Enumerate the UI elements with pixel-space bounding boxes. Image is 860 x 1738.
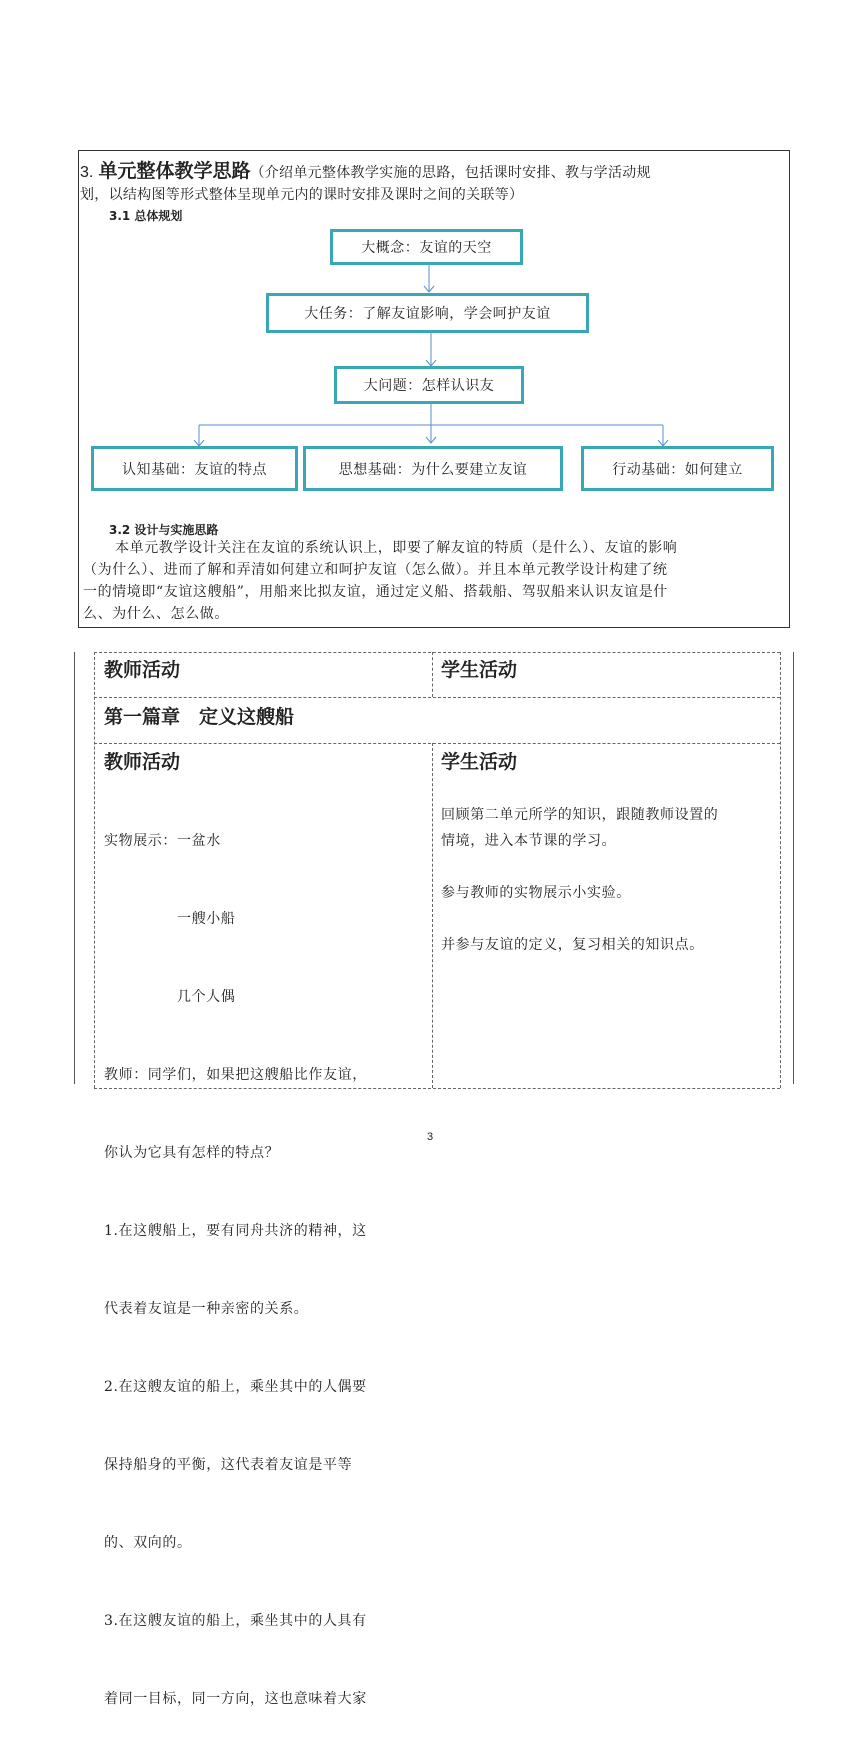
teacher-activity-content [104,776,428,1738]
table-outer-left-border [74,652,75,1084]
teacher-line: 一艘小船 [104,911,236,927]
table-line [432,743,433,1088]
teacher-line: 代表着友谊是一种亲密的关系。 [104,1301,309,1317]
subsection-3-1-title: 3.1 总体规划 [109,209,183,223]
table-line [94,743,780,744]
teacher-line: 1.在这艘船上，要有同舟共济的精神，这 [104,1223,367,1239]
teacher-activity-heading: 教师活动 [104,751,181,773]
table-line [94,652,95,1088]
table-outer-right-border [793,652,794,1084]
table-line [432,652,433,697]
paragraph-line: 本单元教学设计关注在友谊的系统认识上，即要了解友谊的特质（是什么）、友谊的影响 [115,540,678,556]
student-activity-heading: 学生活动 [441,751,518,773]
teacher-line: 3.在这艘友谊的船上，乘坐其中的人具有 [104,1613,367,1629]
subsection-3-2-title: 3.2 设计与实施思路 [109,523,219,537]
flow-node-big-question: 大问题：怎样认识友 [334,366,524,404]
teacher-line: 2.在这艘友谊的船上，乘坐其中的人偶要 [104,1379,367,1395]
student-line [441,906,777,932]
student-line: 回顾第二单元所学的知识，跟随教师设置的 [441,807,719,823]
flow-node-big-task: 大任务：了解友谊影响，学会呵护友谊 [266,293,589,333]
flow-leaf-cognitive: 认知基础：友谊的特点 [91,446,298,491]
teacher-line: 教师：同学们，如果把这艘船比作友谊， [104,1067,367,1083]
table-line [94,652,780,653]
paragraph-line: 么、为什么、怎么做。 [83,606,229,622]
table-line [94,697,780,698]
design-paragraph [83,537,788,625]
page-number: 3 [427,1131,434,1143]
section-note-line1: （介绍单元整体教学实施的思路，包括课时安排、教与学活动规 [250,165,651,181]
teacher-line: 着同一目标，同一方向，这也意味着大家 [104,1691,367,1707]
section-number: 3. [80,164,94,181]
section-note-line2: 划，以结构图等形式整体呈现单元内的课时安排及课时之间的关联等） [80,187,524,203]
flow-node-big-concept: 大概念：友谊的天空 [330,229,523,265]
flow-leaf-action: 行动基础：如何建立 [581,446,774,491]
student-line: 参与教师的实物展示小实验。 [441,885,631,901]
teacher-line: 你认为它具有怎样的特点？ [104,1145,280,1161]
section-title: 单元整体教学思路 [98,160,251,182]
student-line: 情境，进入本节课的学习。 [441,833,617,849]
paragraph-line: 一的情境即“友谊这艘船”，用船来比拟友谊，通过定义船、搭载船、驾驭船来认识友谊是什 [83,584,668,600]
paragraph-line: （为什么）、进而了解和弄清如何建立和呵护友谊（怎么做）。并且本单元教学设计构建了统 [83,562,668,578]
flow-leaf-ideological: 思想基础：为什么要建立友谊 [303,446,563,491]
student-line: 并参与友谊的定义，复习相关的知识点。 [441,937,704,953]
teacher-line: 保持船身的平衡，这代表着友谊是平等 [104,1457,353,1473]
header-student-activity: 学生活动 [441,659,518,681]
chapter-title: 第一篇章 定义这艘船 [104,706,295,728]
teacher-line: 的、双向的。 [104,1535,192,1551]
teacher-line: 几个人偶 [104,989,236,1005]
student-line [441,854,777,880]
teacher-line: 实物展示：一盆水 [104,833,221,849]
table-line [780,652,781,1088]
student-line [441,776,777,802]
student-activity-content [441,776,777,958]
header-teacher-activity: 教师活动 [104,659,181,681]
